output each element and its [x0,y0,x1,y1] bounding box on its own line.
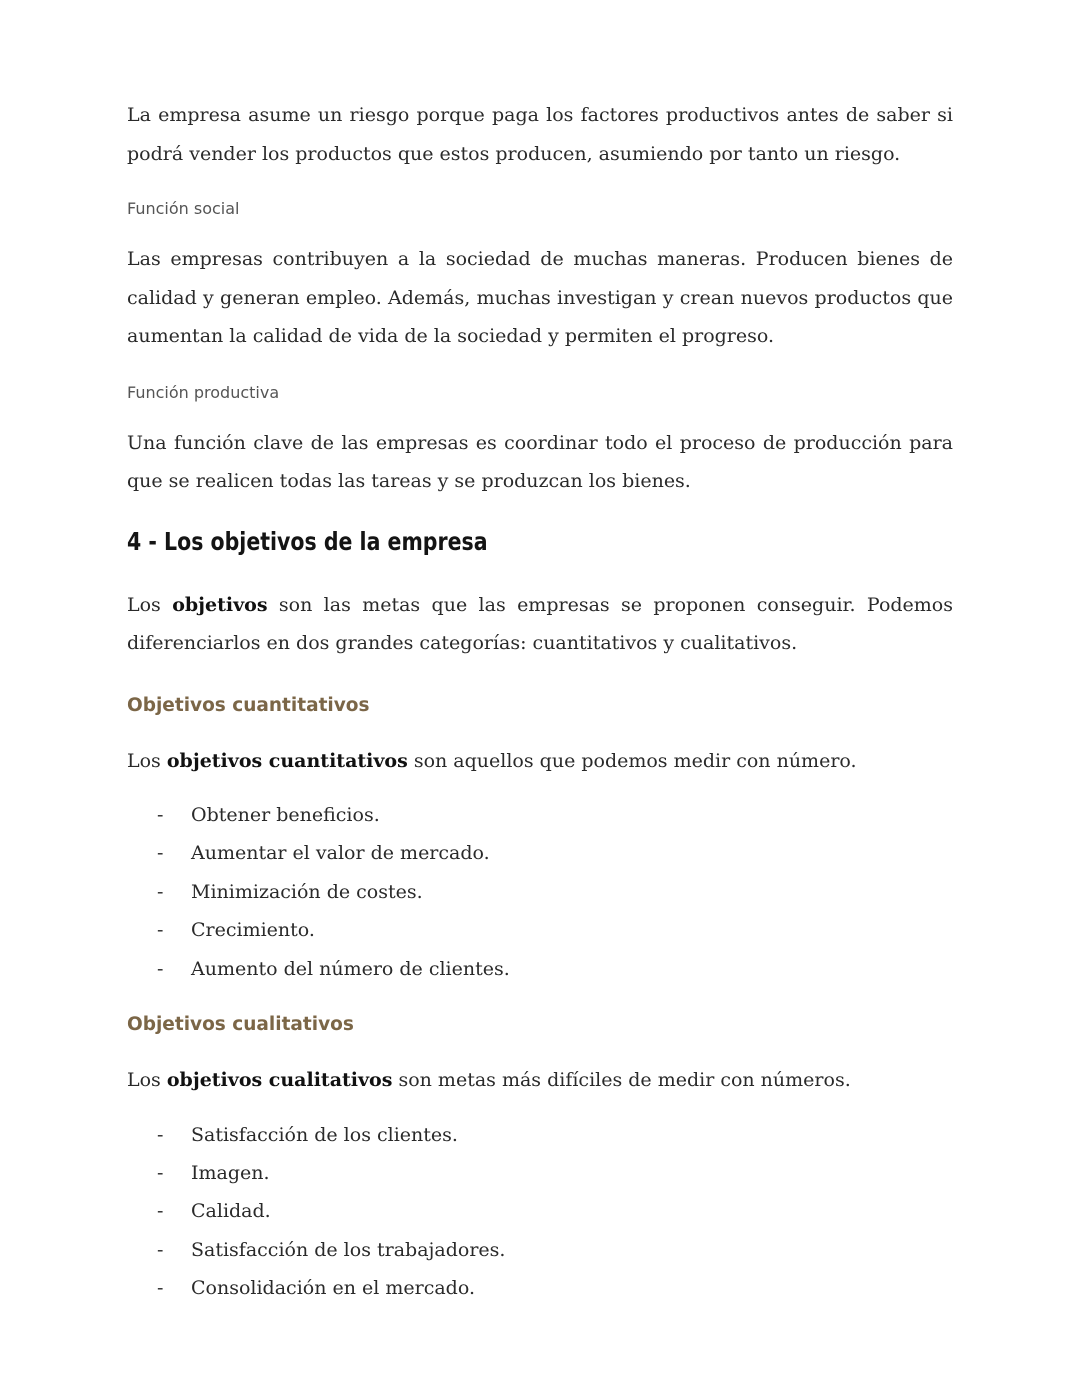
cualitativos-intro [127,1061,953,1100]
list-item-text: Crecimiento. [191,919,315,942]
cuantitativos-heading: Objetivos cuantitativos [127,694,370,716]
funcion-social-text: Las empresas contribuyen a la sociedad de muchas maneras. Producen bienes de calidad y generan empleo. Además, muchas investigan y crean nuevos productos que aumentan la calidad de vida de la sociedad y permiten el progreso. [127,248,953,347]
list-item [127,1154,953,1192]
list-item-text: Minimización de costes. [191,880,423,903]
section-title: 4 - Los objetivos de la empresa [127,526,488,556]
dash-bullet: - [157,1200,164,1223]
dash-bullet: - [157,804,164,826]
list-item [127,911,953,949]
intro-paragraph: La empresa asume un riesgo porque paga los factores productivos antes de saber si podrá vender los productos que estos producen, asumiendo por tanto un riesgo. [127,104,953,165]
list-item-text: Calidad. [191,1200,271,1223]
funcion-productiva-heading: Función productiva [127,382,280,402]
list-item-text: Obtener beneficios. [191,804,380,826]
funcion-social-heading: Función social [127,199,240,218]
dash-bullet: - [157,957,164,980]
list-item-text: Satisfacción de los clientes. [191,1123,458,1146]
list-item [127,873,953,911]
dash-bullet: - [157,1161,164,1184]
cualitativos-list [127,1116,953,1308]
objetivos-intro-bold: objetivos [172,593,268,616]
objetivos-intro-end: son las metas que las empresas se proponen conseguir. Podemos diferenciarlos en dos grandes categorías: cuantitativos y cualitativos. [127,593,953,654]
list-item-text: Consolidación en el mercado. [191,1277,475,1300]
dash-bullet: - [157,1123,164,1146]
cualitativos-heading: Objetivos cualitativos [127,1014,354,1036]
list-item [127,1192,953,1230]
cuantitativos-list [127,796,953,988]
dash-bullet: - [157,919,164,942]
cualitativos-intro-start: Los [127,1069,161,1092]
objetivos-intro [127,586,953,663]
list-item [127,834,953,872]
cuantitativos-intro-start: Los [127,749,161,772]
list-item [127,796,953,834]
list-item-text: Satisfacción de los trabajadores. [191,1238,506,1261]
list-item [127,1269,953,1307]
dash-bullet: - [157,1238,164,1261]
dash-bullet: - [157,1277,164,1300]
list-item-text: Aumentar el valor de mercado. [191,842,490,865]
cualitativos-intro-bold: objetivos cualitativos [166,1069,393,1092]
objetivos-intro-start: Los [127,593,161,616]
cuantitativos-intro-end: son aquellos que podemos medir con número. [413,749,857,772]
funcion-productiva-text: Una función clave de las empresas es coordinar todo el proceso de producción para que se realicen todas las tareas y se produzcan los bienes. [127,431,953,492]
list-item-text: Aumento del número de clientes. [191,957,510,980]
list-item-text: Imagen. [191,1161,270,1184]
list-item [127,1231,953,1269]
cualitativos-intro-end: son metas más difíciles de medir con números. [398,1069,851,1092]
list-item [127,950,953,988]
dash-bullet: - [157,842,164,865]
document-page [127,96,953,1308]
cuantitativos-intro-bold: objetivos cuantitativos [166,749,408,772]
list-item [127,1116,953,1154]
cuantitativos-intro [127,742,953,781]
dash-bullet: - [157,880,164,903]
